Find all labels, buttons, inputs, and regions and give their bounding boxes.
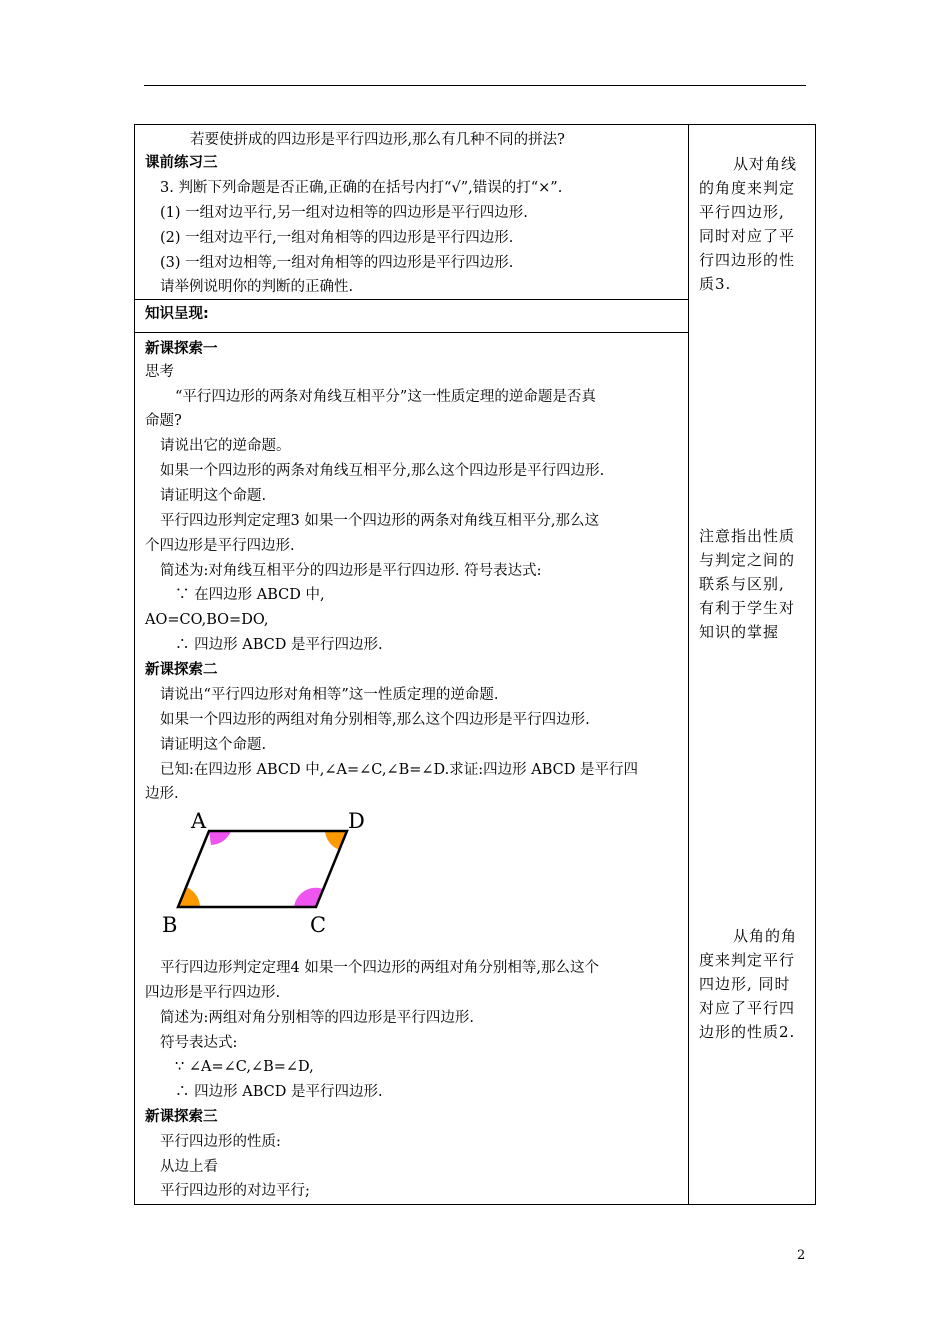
side-note-1-line: 从对角线: [733, 155, 798, 173]
knowledge-heading: 知识呈现:: [145, 306, 209, 322]
explore2-line: 符号表达式:: [160, 1035, 238, 1051]
explore3-line: 平行四边形的对边平行;: [160, 1183, 310, 1199]
side-note-2-line: 与判定之间的: [699, 551, 796, 569]
side-note-3-line: 从角的角: [733, 927, 798, 945]
explore1-line: 简述为:对角线互相平分的四边形是平行四边形. 符号表达式:: [160, 563, 542, 579]
explore2-line: ∴ 四边形 ABCD 是平行四边形.: [175, 1084, 383, 1100]
explore1-line: 请证明这个命题.: [160, 488, 267, 504]
explore1-line: 请说出它的逆命题。: [160, 438, 291, 454]
explore1-line: ∵ 在四边形 ABCD 中,: [175, 587, 325, 603]
explore3-heading: 新课探索三: [145, 1109, 218, 1125]
top-question: 若要使拼成的四边形是平行四边形,那么有几种不同的拼法?: [190, 132, 565, 148]
explore2-line: 请证明这个命题.: [160, 737, 267, 753]
explore3-line: 平行四边形的性质:: [160, 1134, 281, 1150]
page-number: 2: [797, 1248, 806, 1263]
explore2-line: ∵ ∠A=∠C,∠B=∠D,: [175, 1059, 314, 1075]
side-note-1-line: 平行四边形,: [699, 203, 785, 221]
side-note-1-line: 的角度来判定: [699, 179, 796, 197]
side-note-3-line: 度来判定平行: [699, 951, 796, 969]
practice3-line: (2) 一组对边平行,一组对角相等的四边形是平行四边形.: [160, 230, 514, 246]
explore2-line: 如果一个四边形的两组对角分别相等,那么这个四边形是平行四边形.: [160, 712, 590, 728]
side-note-3-line: 对应了平行四: [699, 999, 796, 1017]
explore2-line: 已知:在四边形 ABCD 中,∠A=∠C,∠B=∠D.求证:四边形 ABCD 是平行四: [160, 762, 638, 778]
explore1-line: ∴ 四边形 ABCD 是平行四边形.: [175, 637, 383, 653]
explore2-line: 边形.: [145, 786, 179, 802]
vertex-label-d: D: [348, 809, 365, 833]
explore3-line: 从边上看: [160, 1159, 218, 1175]
explore1-line: 命题?: [145, 413, 182, 429]
explore1-line: 思考: [145, 364, 174, 380]
side-note-1-line: 质3.: [699, 275, 732, 293]
explore1-heading: 新课探索一: [145, 341, 218, 357]
explore2-line: 简述为:两组对角分别相等的四边形是平行四边形.: [160, 1010, 474, 1026]
side-note-2-line: 联系与区别,: [699, 575, 785, 593]
side-note-3-line: 边形的性质2.: [699, 1023, 796, 1041]
explore1-line: “平行四边形的两条对角线互相平分”这一性质定理的逆命题是否真: [175, 389, 596, 405]
side-note-2-line: 有利于学生对: [699, 599, 796, 617]
practice3-line: (1) 一组对边平行,另一组对边相等的四边形是平行四边形.: [160, 205, 528, 221]
practice3-line: 3. 判断下列命题是否正确,正确的在括号内打“√”,错误的打“×”.: [160, 180, 563, 196]
explore1-line: AO=CO,BO=DO,: [145, 612, 269, 628]
practice3-heading: 课前练习三: [145, 155, 218, 171]
explore1-line: 个四边形是平行四边形.: [145, 538, 295, 554]
explore2-heading: 新课探索二: [145, 662, 218, 678]
vertex-label-c: C: [310, 913, 327, 937]
vertex-label-b: B: [162, 913, 178, 937]
angle-a-mark: [209, 831, 231, 845]
column-divider: [688, 125, 689, 1204]
vertex-label-a: A: [191, 809, 207, 833]
parallelogram-figure: [150, 800, 390, 945]
header-rule: [144, 85, 806, 86]
explore1-line: 如果一个四边形的两条对角线互相平分,那么这个四边形是平行四边形.: [160, 463, 605, 479]
side-note-1-line: 同时对应了平: [699, 227, 796, 245]
row-divider: [135, 332, 689, 333]
practice3-line: 请举例说明你的判断的正确性.: [160, 279, 354, 295]
side-note-2-line: 知识的掌握: [699, 623, 780, 641]
practice3-line: (3) 一组对边相等,一组对角相等的四边形是平行四边形.: [160, 255, 514, 271]
side-note-1-line: 行四边形的性: [699, 251, 796, 269]
explore2-line: 平行四边形判定定理4 如果一个四边形的两组对角分别相等,那么这个: [160, 960, 599, 976]
side-note-2-line: 注意指出性质: [699, 527, 796, 545]
explore2-line: 四边形是平行四边形.: [145, 985, 281, 1001]
explore2-line: 请说出“平行四边形对角相等”这一性质定理的逆命题.: [160, 687, 499, 703]
row-divider: [135, 299, 689, 300]
explore1-line: 平行四边形判定定理3 如果一个四边形的两条对角线互相平分,那么这: [160, 513, 599, 529]
parallelogram-outline: [178, 831, 347, 907]
side-note-3-line: 四边形, 同时: [699, 975, 791, 993]
